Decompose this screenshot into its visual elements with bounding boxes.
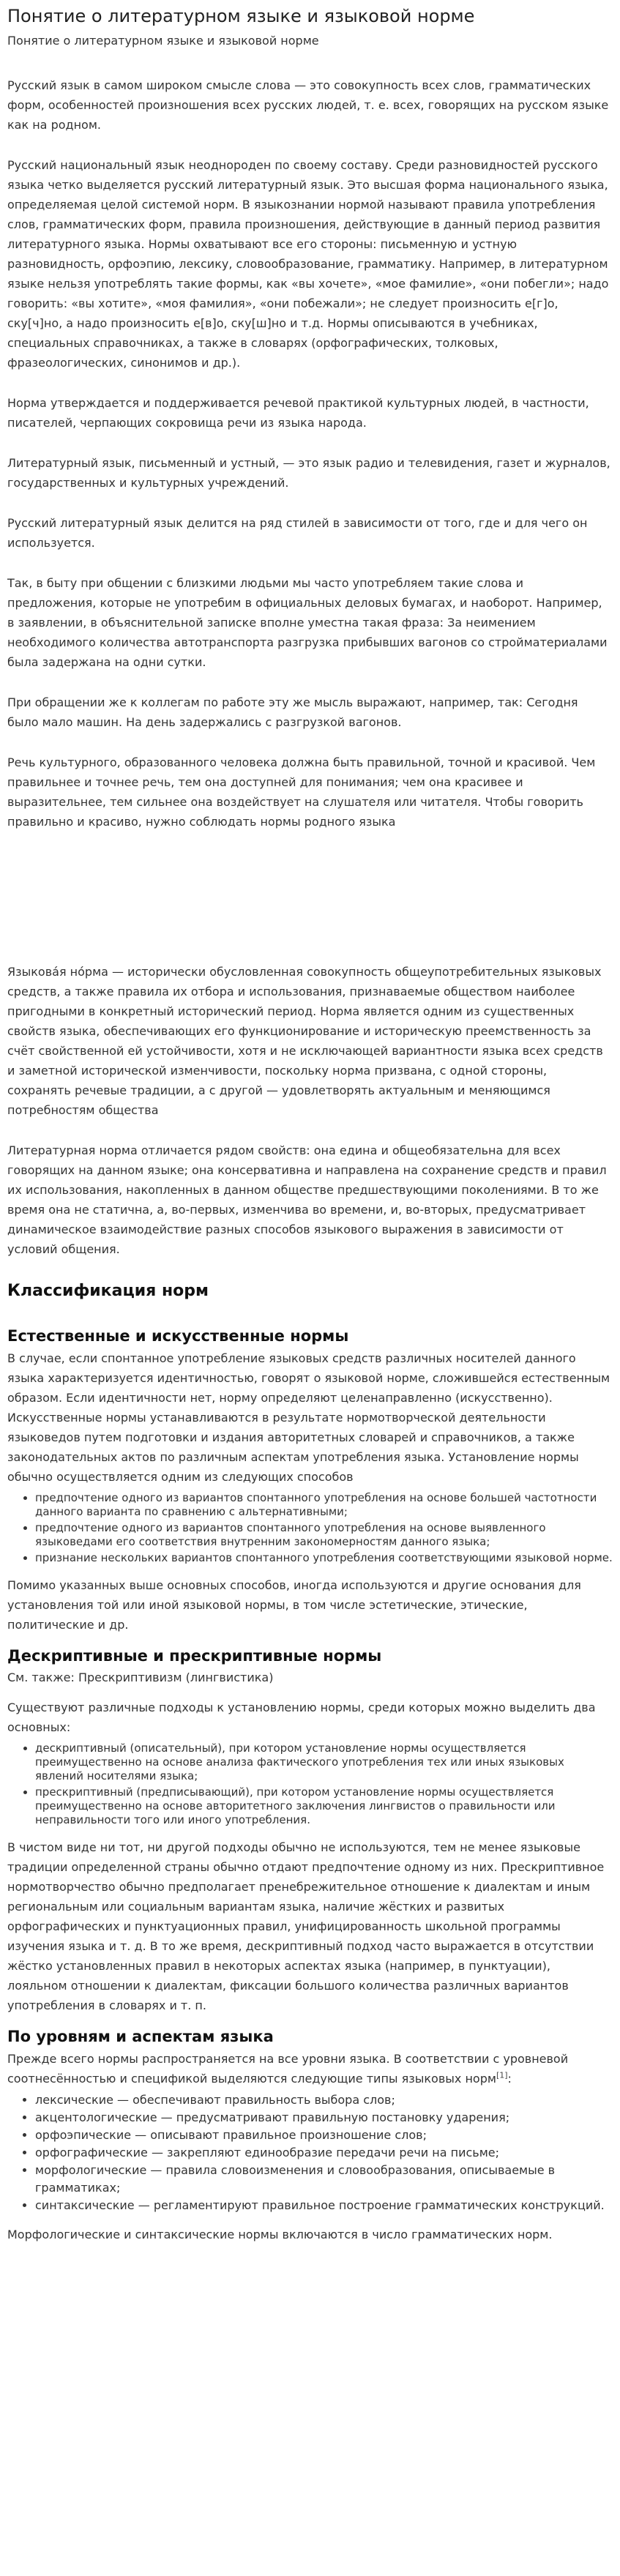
list-item: • морфологические — правила словоизменения и словообразования, описываемые в грамматиках; [35, 2162, 613, 2197]
levels-after: Морфологические и синтаксические нормы включаются в число грамматических норм. [7, 2228, 553, 2241]
descriptive-norms-list [7, 1741, 613, 1827]
intro-paragraph: Норма утверждается и поддерживается речевой практикой культурных людей, в частности, писателей, черпающих сокровища речи из языка народа. [7, 396, 589, 430]
see-also-link[interactable]: См. также: Прескриптивизм (лингвистика) [7, 1670, 274, 1684]
list-item: • синтаксические — регламентируют правильное построение грамматических конструкций. [35, 2197, 613, 2214]
intro-paragraph: Речь культурного, образованного человека должна быть правильной, точной и красивой. Чем правильнее и точнее речь, тем она доступней для понимания; чем она красивее и выразительнее, тем сильнее она воздействует на слушателя или читателя. Чтобы говорить правильно и красиво, нужно соблюдать нормы родного языка [7, 755, 596, 829]
page-title: Понятие о литературном языке и языковой норме [7, 6, 475, 26]
descriptive-after: В чистом виде ни тот, ни другой подходы обычно не используются, тем не менее языковые традиции определенной страны обычно отдают предпочтение одному из них. Прескриптивное нормотворчество обычно предполагает пренебрежительное отношение к диалектам и иным региональным или социальным вариантам языка, наличие жёстких и развитых орфографических и пунктуационных правил, унифицированность школьной программы изучения языка и т. д. В то же время, дескриптивный подход часто выражается в отсутствии жёстко установленных правил в некоторых аспектах языка (например, в пунктуации), лояльном отношении к диалектам, фиксации большого количества различных вариантов употребления в словарях и т. п. [7, 1840, 605, 2012]
list-item: • прескриптивный (предписывающий), при котором установление нормы осуществляется преимущественно на основе авторитетного заключения лингвистов о правильности или неправильности того или иного употребления. [35, 1785, 613, 1827]
list-item: • лексические — обеспечивают правильность выбора слов; [35, 2091, 613, 2109]
levels-intro-text: Прежде всего нормы распространяется на все уровни языка. В соответствии с уровневой соотнесённостью и спецификой выделяются следующие типы языковых норм [7, 2052, 569, 2086]
list-item: • акцентологические — предусматривают правильную постановку ударения; [35, 2109, 613, 2127]
document [0, 4, 620, 2244]
intro-paragraph: При обращении же к коллегам по работе эту же мысль выражают, например, так: Сегодня было мало машин. На день задержались с разгрузкой вагонов. [7, 695, 578, 729]
page-subtitle: Понятие о литературном языке и языковой норме [7, 34, 319, 48]
norm-definition-paragraph: Языкова́я но́рма — исторически обусловленная совокупность общеупотребительных языковых средств, а также правила их отбора и использования, признаваемые обществом наиболее пригодными в конкретный исторический период. Норма является одним из существенных свойств языка, обеспечивающих его функционирование и историческую преемственность за счёт свойственной ей устойчивости, хотя и не исключающей вариантности языка всех средств и заметной исторической изменчивости, поскольку норма призвана, с одной стороны, сохранять речевые традиции, а с другой — удовлетворять актуальным и меняющимся потребностям общества [7, 965, 603, 1117]
list-item: • признание нескольких вариантов спонтанного употребления соответствующими языковой норме. [35, 1551, 613, 1565]
footnote-link[interactable]: [1] [496, 2070, 508, 2080]
norm-properties-paragraph: Литературная норма отличается рядом свойств: она едина и общеобязательна для всех говорящих на данном языке; она консервативна и направлена на сохранение средств и правил их использования, накопленных в данном обществе предшествующими поколениями. В то же время она не статична, а, во-первых, изменчива во времени, и, во-вторых, предусматривает динамическое взаимодействие разных способов языкового выражения в зависимости от условий общения. [7, 1143, 607, 1256]
natural-norms-list [7, 1491, 613, 1565]
list-item: • предпочтение одного из вариантов спонтанного употребления на основе выявленного языковедами его соответствия внутренним закономерностям данного языка; [35, 1521, 613, 1549]
levels-intro-colon: : [507, 2072, 512, 2086]
intro-paragraph: Русский национальный язык неоднороден по своему составу. Среди разновидностей русского языка четко выделяется русский литературный язык. Это высшая форма национального языка, определяемая целой системой норм. В языкознании нормой называют правила употребления слов, грамматических форм, правила произношения, действующие в данный период развития литературного языка. Нормы охватывают все его стороны: письменную и устную разновидность, орфоэпию, лексику, словообразование, грамматику. Например, в литературном языке нельзя употреблять такие формы, как «вы хочете», «мое фамилие», «они побегли»; надо говорить: «вы хотите», «моя фамилия», «они побежали»; не следует произносить е[г]о, ску[ч]но, а надо произносить е[в]о, ску[ш]но и т.д. Нормы описываются в учебниках, специальных справочниках, а также в словарях (орфографических, толковых, фразеологических, синонимов и др.). [7, 158, 609, 370]
levels-heading: По уровням и аспектам языка [7, 2028, 274, 2045]
levels-intro [7, 2049, 613, 2088]
levels-list [7, 2091, 613, 2214]
list-item: • дескриптивный (описательный), при котором установление нормы осуществляется преимущественно на основе анализа фактического употребления тех или иных языковых явлений носителями языка; [35, 1741, 613, 1783]
descriptive-norms-heading: Дескриптивные и прескриптивные нормы [7, 1647, 382, 1665]
list-item: • орфографические — закрепляют единообразие передачи речи на письме; [35, 2144, 613, 2162]
classification-heading: Классификация норм [7, 1282, 209, 1300]
list-item: • орфоэпические — описывают правильное произношение слов; [35, 2127, 613, 2144]
intro-paragraph: Так, в быту при общении с близкими людьми мы часто употребляем такие слова и предложения, которые не употребим в официальных деловых бумагах, и наоборот. Например, в заявлении, в объяснительной записке вполне уместна такая фраза: За неимением необходимого количества автотранспорта разгрузка прибывших вагонов со стройматериалами была задержана на одни сутки. [7, 576, 608, 669]
intro-paragraph: Русский язык в самом широком смысле слова — это совокупность всех слов, грамматических форм, особенностей произношения всех русских людей, т. е. всех, говорящих на русском языке как на родном. [7, 78, 609, 132]
list-item: • предпочтение одного из вариантов спонтанного употребления на основе большей частотности данного варианта по сравнению с альтернативными; [35, 1491, 613, 1519]
intro-paragraph: Русский литературный язык делится на ряд стилей в зависимости от того, где и для чего он используется. [7, 516, 588, 550]
descriptive-intro: Существуют различные подходы к установлению нормы, среди которых можно выделить два основных: [7, 1700, 596, 1734]
natural-norms-after: Помимо указанных выше основных способов, иногда используются и другие основания для установления той или иной языковой нормы, в том числе эстетические, этические, политические и др. [7, 1578, 581, 1632]
natural-norms-paragraph: В случае, если спонтанное употребление языковых средств различных носителей данного языка характеризуется идентичностью, говорят о языковой норме, сложившейся естественным образом. Если идентичности нет, норму определяют целенаправленно (искусственно). Искусственные нормы устанавливаются в результате нормотворческой деятельности языковедов путем подготовки и издания авторитетных словарей и справочников, а также законодательных актов по различным аспектам употребления языка. Установление нормы обычно осуществляется одним из следующих способов [7, 1351, 610, 1484]
intro-paragraph: Литературный язык, письменный и устный, — это язык радио и телевидения, газет и журналов, государственных и культурных учреждений. [7, 456, 610, 490]
natural-norms-heading: Естественные и искусственные нормы [7, 1327, 349, 1345]
blank-space [7, 852, 613, 962]
